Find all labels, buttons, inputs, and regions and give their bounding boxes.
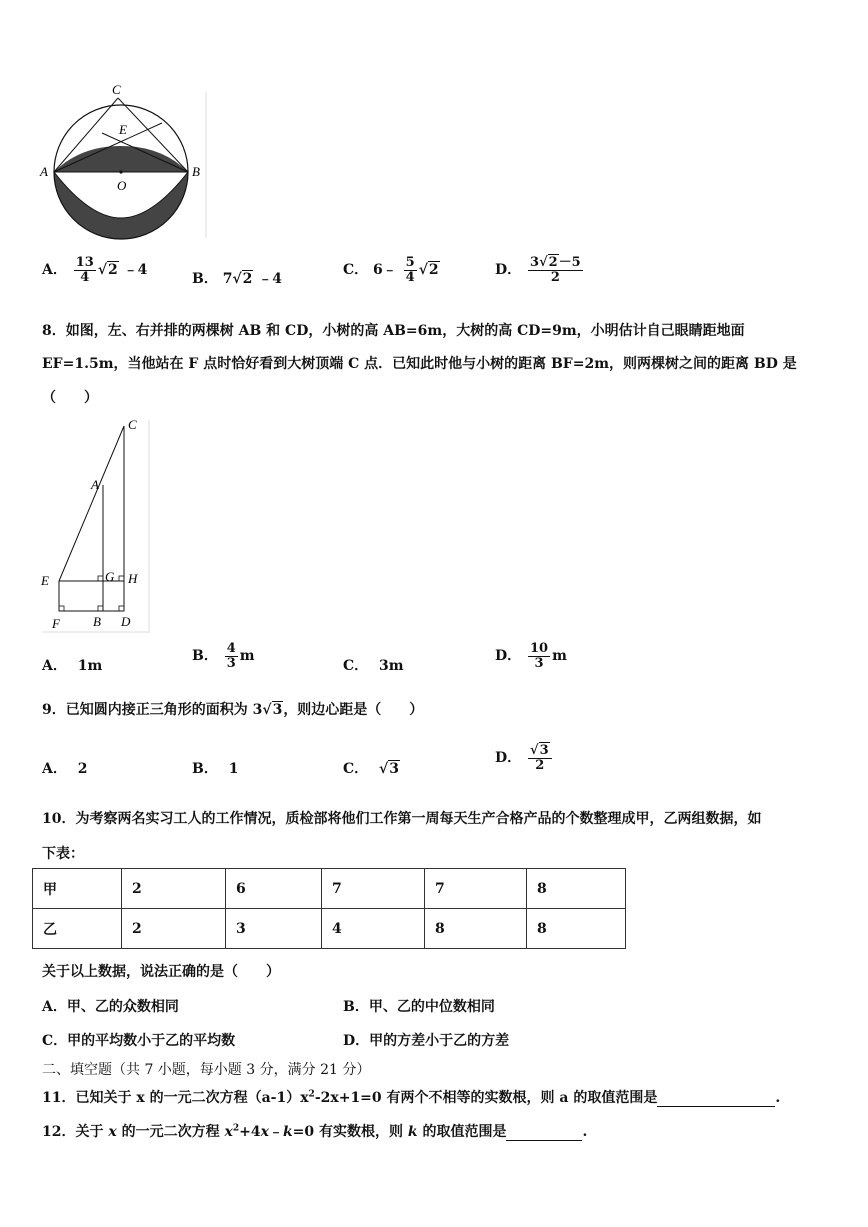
label-e: E (41, 573, 49, 588)
q8-trees-figure (36, 415, 156, 635)
q9-option-a[interactable]: A． 2 (42, 761, 88, 777)
table-cell: 8 (527, 909, 626, 949)
label-f: F (52, 616, 60, 631)
label-h: H (128, 571, 138, 586)
q9-option-c[interactable]: C． √3 (343, 761, 399, 777)
q7-option-c[interactable]: C． 6﹣ $\frac{5}{4}$ √2 (343, 255, 439, 285)
label-b: B (192, 164, 200, 179)
table-cell: 6 (226, 869, 322, 909)
q12-stem: 12．关于 x 的一元二次方程 $x^2+4x﹣k=0$ 有实数根，则 k 的取值范围是 . (42, 1123, 588, 1140)
q9-option-b[interactable]: B． 1 (192, 761, 239, 777)
q10-option-d[interactable]: D．甲的方差小于乙的方差 (343, 1033, 510, 1049)
q9-stem: 9．已知圆内接正三角形的面积为 3√3，则边心距是（ ） (42, 702, 424, 718)
table-cell: 4 (322, 909, 425, 949)
q8-option-a[interactable]: A． 1m (42, 658, 103, 674)
q8-option-b[interactable]: B． $\frac{4}{3}$ m (192, 641, 255, 671)
table-row (33, 869, 626, 909)
label-g: G (105, 569, 115, 584)
label-c: C (112, 82, 121, 97)
q11-answer-blank[interactable] (657, 1090, 775, 1107)
q8-option-c[interactable]: C． 3m (343, 658, 404, 674)
q8-option-d[interactable]: D． $\frac{10}{3}$ m (495, 641, 567, 671)
table-cell: 8 (425, 909, 527, 949)
label-c: C (128, 417, 137, 432)
q10-line2: 下表： (42, 846, 84, 862)
q9-option-d[interactable]: D． $\frac{√3}{2}$ (495, 744, 554, 772)
q10-data-table (32, 868, 626, 949)
table-cell: 3 (226, 909, 322, 949)
label-b: B (93, 614, 101, 629)
q10-question: 关于以上数据，说法正确的是（ ） (42, 964, 280, 980)
q7-circle-figure (30, 78, 215, 243)
section-heading: 二、填空题（共 7 小题，每小题 3 分，满分 21 分） (42, 1062, 371, 1078)
table-cell: 甲 (33, 869, 122, 909)
q10-option-b[interactable]: B．甲、乙的中位数相同 (343, 999, 495, 1015)
label-a: A (91, 477, 99, 492)
table-cell: 2 (122, 909, 226, 949)
q12-answer-blank[interactable] (506, 1124, 582, 1141)
q11-stem: 11．已知关于 x 的一元二次方程$(a-1)x^2-2x+1=0$ 有两个不相等的实数根，则 a 的取值范围是 . (42, 1089, 781, 1106)
label-a: A (40, 164, 48, 179)
q8-line1: 8．如图，左、右并排的两棵树 AB 和 CD，小树的高 AB=6m，大树的高 CD=9m，小明估计自己眼睛距地面 (42, 323, 745, 339)
table-row (33, 909, 626, 949)
table-cell: 8 (527, 869, 626, 909)
q7-option-d[interactable]: D． $\frac{3√2-5}{2}$ (495, 255, 581, 285)
q7-option-b[interactable]: B． 7√2 ﹣4 (192, 271, 283, 287)
table-cell: 2 (122, 869, 226, 909)
q8-line3: （ ） (42, 390, 98, 406)
q10-line1: 10．为考察两名实习工人的工作情况，质检部将他们工作第一周每天生产合格产品的个数整理成甲，乙两组数据，如 (42, 811, 762, 827)
q7-option-a[interactable]: A． $\frac{13}{4}$ √2 ﹣4 (42, 255, 148, 285)
q10-option-c[interactable]: C．甲的平均数小于乙的平均数 (42, 1033, 236, 1049)
table-cell: 7 (322, 869, 425, 909)
q10-option-a[interactable]: A．甲、乙的众数相同 (42, 999, 179, 1015)
table-cell: 乙 (33, 909, 122, 949)
table-cell: 7 (425, 869, 527, 909)
label-d: D (121, 614, 131, 629)
label-e: E (119, 122, 127, 137)
q8-line2: EF=1.5m，当他站在 F 点时恰好看到大树顶端 C 点．已知此时他与小树的距离 BF=2m，则两棵树之间的距离 BD 是 (42, 356, 797, 372)
label-o: O (117, 178, 127, 193)
